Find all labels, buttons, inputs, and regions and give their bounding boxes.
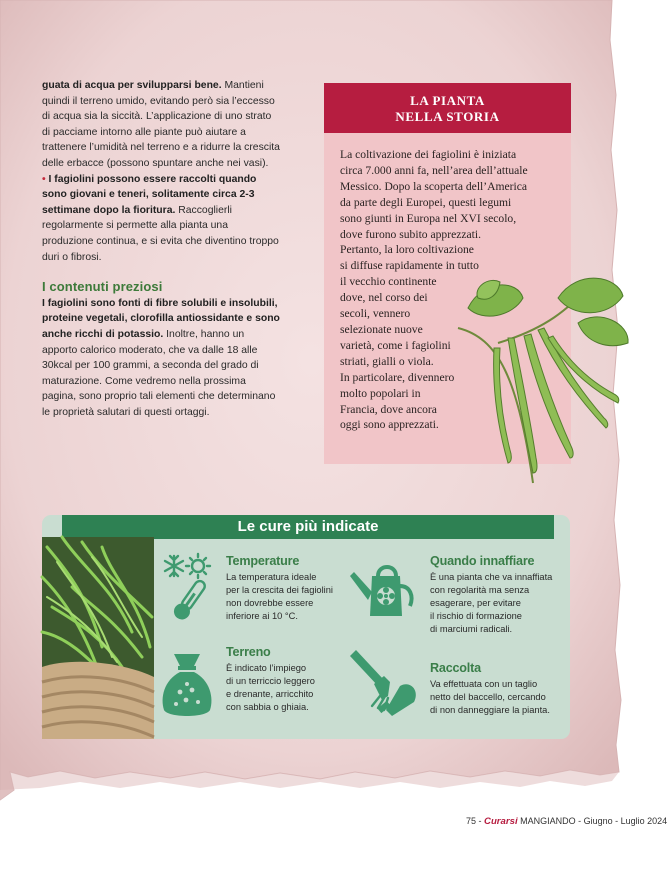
care-item-text-line: È indicato l’impiego: [226, 663, 307, 673]
watering-can-icon: [350, 562, 422, 620]
paragraph-nutrients: [42, 296, 282, 421]
item-harvest-heading: Raccolta: [430, 661, 481, 675]
care-item-text-line: con sabbia o ghiaia.: [226, 702, 309, 712]
history-text-line: selezionate nuove: [340, 322, 423, 336]
history-text-line: Messico. Dopo la scoperta dell’America: [340, 179, 528, 193]
item-temperature-heading: Temperature: [226, 554, 300, 568]
care-item-text-line: il rischio di formazione: [430, 611, 522, 621]
green-bean-plant-illustration: [438, 268, 633, 483]
item-watering-heading: Quando innaffiare: [430, 554, 535, 568]
item-soil-heading: Terreno: [226, 645, 271, 659]
care-item-text-line: con regolarità ma senza: [430, 585, 530, 595]
page-footer: [466, 816, 667, 827]
magazine-brand: Curarsi: [484, 816, 518, 827]
care-item-text-line: inferiore ai 10 °C.: [226, 611, 298, 621]
history-text-line: si diffuse rapidamente in tutto: [340, 259, 479, 273]
left-text-column: [42, 78, 282, 420]
care-item-text-line: La temperatura ideale: [226, 572, 317, 582]
history-text-line: La coltivazione dei fagiolini è iniziata: [340, 148, 517, 161]
paragraph-harvest-text: Raccoglierli regolarmente si permette alla pianta una produzione continua, e si evita che diventino troppo duri o fibrosi.: [42, 204, 279, 263]
care-tips-title: Le cure più indicate: [62, 515, 554, 539]
history-text-line: dove furono subito apprezzati.: [340, 227, 482, 241]
care-item-text-line: È una pianta che va innaffiata: [430, 572, 553, 582]
care-item-text-line: di marciumi radicali.: [430, 624, 513, 634]
garden-tools-icon: [348, 650, 420, 720]
green-beans-basket-photo: [42, 537, 154, 739]
paragraph-nutrients-text: Inoltre, hanno un apporto calorico moderato, che va dalle 18 alle 30kcal per 100 grammi, a seconda del grado di maturazione. Come vedremo nella prossima pagina, sono proprio tali elementi che determinano le proprietà salutari di questi ortaggi.: [42, 328, 276, 418]
item-watering-text: [430, 571, 552, 636]
care-item-text-line: di non danneggiare la pianta.: [430, 705, 550, 715]
history-text-line: striati, gialli o viola.: [340, 354, 434, 368]
paragraph-harvest-bold: I fagiolini possono essere raccolti quando sono giovani e teneri, solitamente circa 2-3 settimane dopo la fioritura.: [42, 173, 257, 216]
care-item-text-line: non dovrebbe essere: [226, 598, 314, 608]
footer-separator: -: [476, 816, 485, 826]
history-title-line-1: LA PIANTA: [410, 93, 485, 108]
history-box-title: [324, 83, 571, 133]
history-text-line: il vecchio continente: [340, 275, 437, 289]
history-text-line: Francia, dove ancora: [340, 402, 437, 416]
paragraph-nutrients-bold: I fagiolini sono fonti di fibre solubili e insolubili, proteine vegetali, clorofilla antiossidante e sono anche ricchi di potassio.: [42, 297, 280, 340]
bullet-point: •: [42, 173, 46, 185]
soil-sack-icon: [160, 650, 214, 718]
magazine-name: MANGIANDO: [517, 816, 576, 826]
history-text-line: circa 7.000 anni fa, nell’area dell’attuale: [340, 163, 528, 177]
item-temperature-text: [226, 571, 333, 623]
paragraph-watering: [42, 78, 282, 172]
history-text-line: varietà, come i fagiolini: [340, 338, 451, 352]
history-text-line: Pertanto, la loro coltivazione: [340, 243, 474, 257]
paragraph-watering-text: Mantieni quindi il terreno umido, evitando però sia l’eccesso di acqua sia la siccità. L’applicazione di uno strato di pacciame intorno alle piante può aiutare a trattenere l’umidità nel terreno e a ridurre la crescita delle erbacce (possono spuntare anche nei vasi).: [42, 80, 280, 169]
item-soil-text: [226, 662, 315, 714]
care-item-text-line: esagerare, per evitare: [430, 598, 521, 608]
history-text-line: sono giunti in Europa nel XVI secolo,: [340, 211, 517, 225]
history-text-line: In particolare, divennero: [340, 370, 455, 384]
history-title-line-2: NELLA STORIA: [395, 109, 500, 124]
care-item-text-line: Va effettuata con un taglio: [430, 679, 538, 689]
paragraph-harvest: [42, 172, 282, 266]
care-item-text-line: per la crescita dei fagiolini: [226, 585, 333, 595]
history-text-line: secoli, vennero: [340, 307, 411, 321]
history-text-line: molto popolari in: [340, 386, 421, 400]
paragraph-watering-bold: guata di acqua per svilupparsi bene.: [42, 80, 222, 91]
history-text-line: oggi sono apprezzati.: [340, 418, 439, 432]
care-item-text-line: e drenante, arricchito: [226, 689, 314, 699]
history-text-line: dove, nel corso dei: [340, 291, 428, 305]
care-item-text-line: di un terriccio leggero: [226, 676, 315, 686]
item-harvest-text: [430, 678, 550, 717]
history-text-line: da parte degli Europei, questi legumi: [340, 195, 512, 209]
care-item-text-line: netto del baccello, cercando: [430, 692, 546, 702]
thermometer-snowflake-sun-icon: [160, 552, 218, 624]
page-number: 75: [466, 816, 477, 826]
section-heading-nutrients: I contenuti preziosi: [42, 279, 163, 295]
issue-date: - Giugno - Luglio 2024: [575, 816, 667, 826]
